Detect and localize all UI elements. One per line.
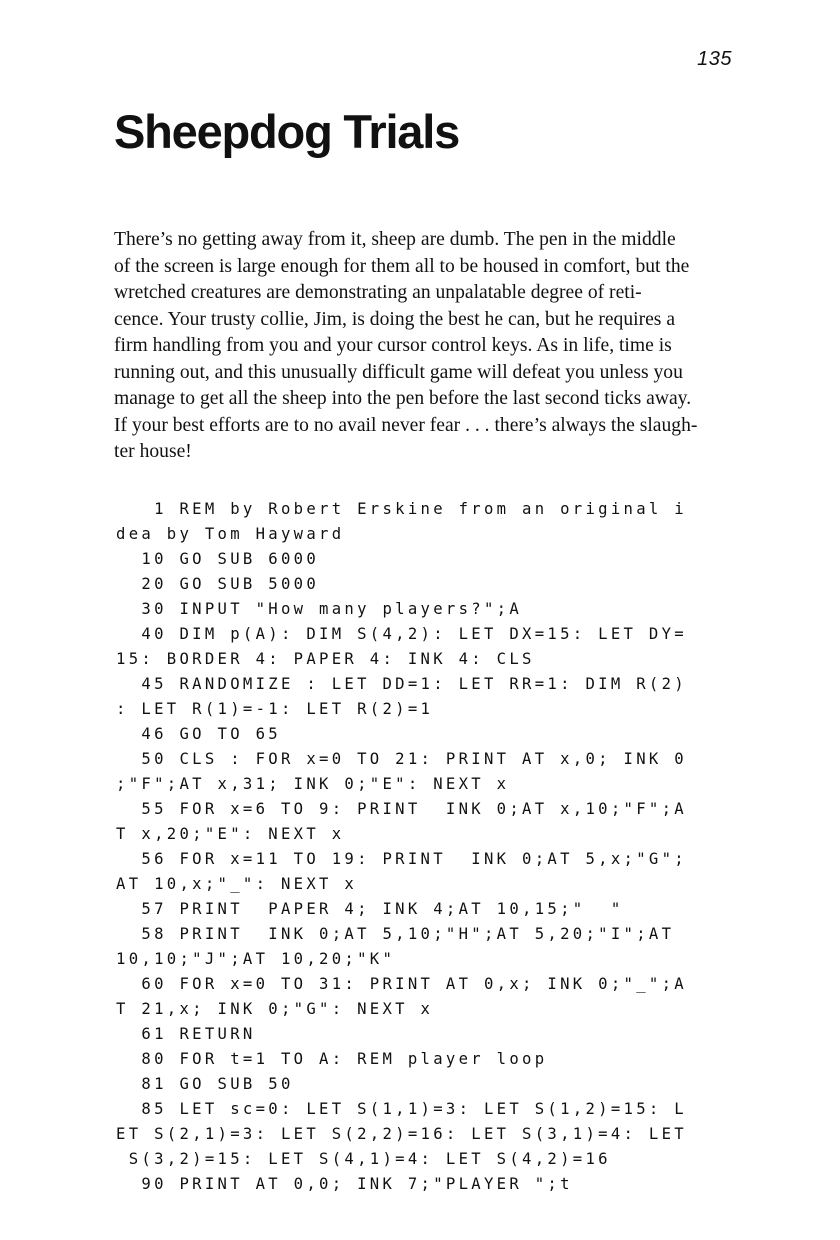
code-line: 10 GO SUB 6000 [116,550,320,568]
code-line: T x,20;"E": NEXT x [116,825,345,843]
intro-line: wretched creatures are demonstrating an unpalatable degree of reti- [114,282,642,303]
code-line: ;"F";AT x,31; INK 0;"E": NEXT x [116,775,510,793]
code-line: 1 REM by Robert Erskine from an original i [116,500,687,518]
code-line: : LET R(1)=-1: LET R(2)=1 [116,700,434,718]
code-line: 60 FOR x=0 TO 31: PRINT AT 0,x; INK 0;"_";A [116,975,687,993]
code-line: 56 FOR x=11 TO 19: PRINT INK 0;AT 5,x;"G"; [116,850,687,868]
intro-line: There’s no getting away from it, sheep are dumb. The pen in the middle [114,229,676,250]
code-line: 90 PRINT AT 0,0; INK 7;"PLAYER ";t [116,1175,573,1193]
code-line: 30 INPUT "How many players?";A [116,600,523,618]
intro-line: firm handling from you and your cursor control keys. As in life, time is [114,335,672,356]
code-line: ET S(2,1)=3: LET S(2,2)=16: LET S(3,1)=4: LET [116,1125,687,1143]
intro-line: ter house! [114,441,192,462]
code-line: 61 RETURN [116,1025,256,1043]
intro-paragraph [114,227,734,466]
intro-line: If your best efforts are to no avail never fear . . . there’s always the slaugh- [114,414,698,436]
code-listing [116,497,687,1197]
code-line: 57 PRINT PAPER 4; INK 4;AT 10,15;" " [116,900,624,918]
intro-line: manage to get all the sheep into the pen before the last second ticks away. [114,388,692,409]
code-line: 58 PRINT INK 0;AT 5,10;"H";AT 5,20;"I";AT [116,925,675,943]
code-line: 20 GO SUB 5000 [116,575,320,593]
code-line: 46 GO TO 65 [116,725,281,743]
code-line: 81 GO SUB 50 [116,1075,294,1093]
page-title: Sheepdog Trials [114,105,460,158]
code-line: 85 LET sc=0: LET S(1,1)=3: LET S(1,2)=15: L [116,1100,687,1118]
code-line: 80 FOR t=1 TO A: REM player loop [116,1050,548,1068]
code-line: 45 RANDOMIZE : LET DD=1: LET RR=1: DIM R(2) [116,675,687,693]
code-line: 50 CLS : FOR x=0 TO 21: PRINT AT x,0; INK 0 [116,750,687,768]
code-line: 40 DIM p(A): DIM S(4,2): LET DX=15: LET DY= [116,625,687,643]
code-line: S(3,2)=15: LET S(4,1)=4: LET S(4,2)=16 [116,1150,611,1168]
code-line: T 21,x; INK 0;"G": NEXT x [116,1000,434,1018]
code-line: dea by Tom Hayward [116,525,345,543]
intro-line: running out, and this unusually difficult game will defeat you unless you [114,361,683,383]
code-line: 55 FOR x=6 TO 9: PRINT INK 0;AT x,10;"F";A [116,800,687,818]
intro-line: of the screen is large enough for them all to be housed in comfort, but the [114,255,690,277]
code-line: AT 10,x;"_": NEXT x [116,875,358,893]
code-line: 15: BORDER 4: PAPER 4: INK 4: CLS [116,650,535,668]
page-number: 135 [697,48,732,70]
code-line: 10,10;"J";AT 10,20;"K" [116,950,396,968]
intro-line: cence. Your trusty collie, Jim, is doing the best he can, but he requires a [114,308,676,330]
